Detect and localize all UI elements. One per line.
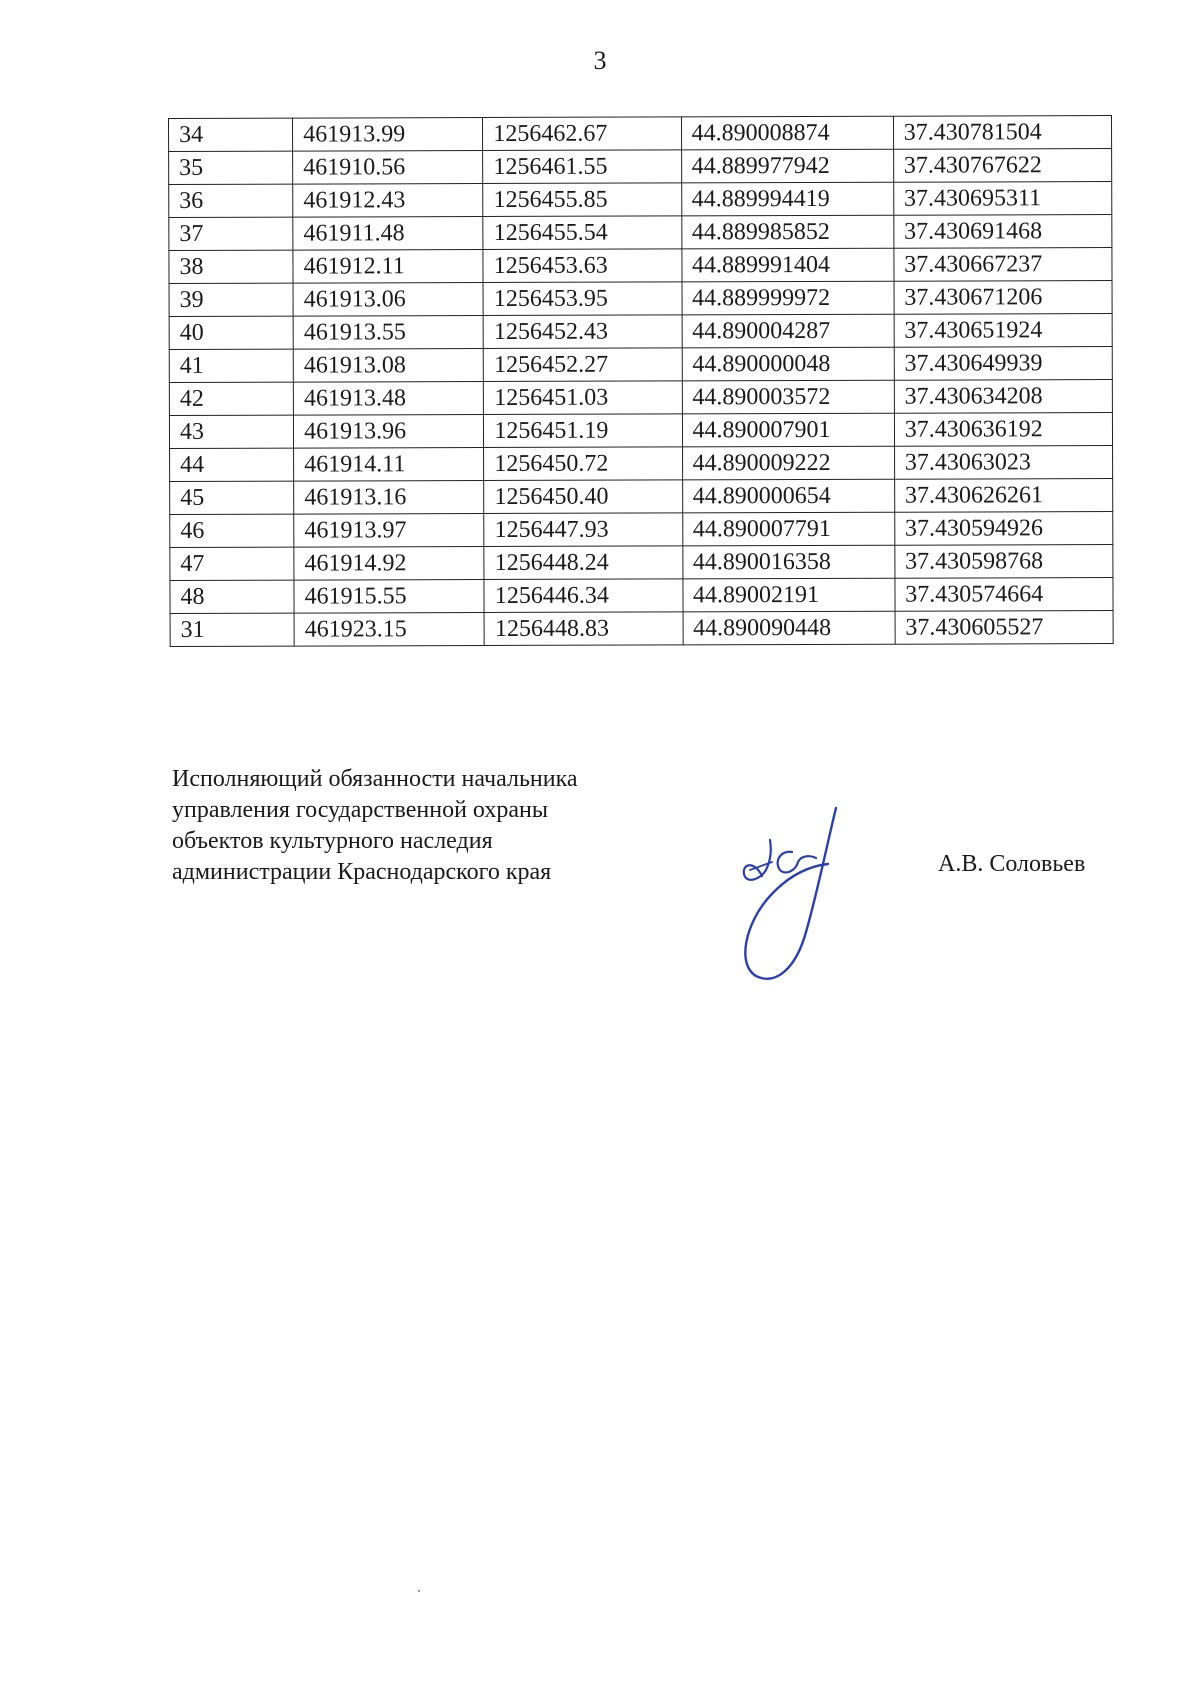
latitude-cell: 44.890004287 [682, 314, 894, 348]
signatory-position-line-4: администрации Краснодарского края [172, 859, 552, 885]
latitude-cell: 44.889994419 [681, 182, 893, 216]
y-coordinate-cell: 1256450.40 [484, 480, 682, 514]
table-row [170, 446, 1113, 482]
longitude-cell: 37.430605527 [895, 611, 1113, 645]
longitude-cell: 37.430667237 [894, 248, 1112, 282]
x-coordinate-cell: 461915.55 [294, 580, 484, 614]
latitude-cell: 44.890000048 [682, 347, 894, 381]
latitude-cell: 44.890007901 [682, 413, 894, 447]
point-number-cell: 44 [170, 448, 294, 481]
table-row [169, 182, 1112, 218]
x-coordinate-cell: 461923.15 [294, 613, 484, 647]
x-coordinate-cell: 461913.08 [293, 349, 483, 383]
y-coordinate-cell: 1256455.85 [483, 183, 681, 217]
longitude-cell: 37.430626261 [894, 479, 1112, 513]
coordinates-table-body [169, 116, 1114, 647]
longitude-cell: 37.430691468 [894, 215, 1112, 249]
longitude-cell: 37.430636192 [894, 413, 1112, 447]
y-coordinate-cell: 1256461.55 [483, 150, 681, 184]
table-row [169, 281, 1112, 317]
x-coordinate-cell: 461912.43 [293, 184, 483, 218]
table-row [170, 512, 1113, 548]
point-number-cell: 38 [169, 250, 293, 283]
table-row [170, 479, 1113, 515]
latitude-cell: 44.890007791 [682, 512, 894, 546]
longitude-cell: 37.430598768 [895, 545, 1113, 579]
latitude-cell: 44.889999972 [682, 281, 894, 315]
x-coordinate-cell: 461913.55 [293, 316, 483, 350]
table-row [170, 545, 1113, 581]
longitude-cell: 37.430649939 [894, 347, 1112, 381]
y-coordinate-cell: 1256452.27 [484, 348, 682, 382]
table-row [169, 347, 1112, 383]
y-coordinate-cell: 1256453.95 [483, 282, 681, 316]
latitude-cell: 44.889977942 [681, 149, 893, 183]
latitude-cell: 44.89002191 [682, 578, 894, 612]
point-number-cell: 40 [169, 316, 293, 349]
point-number-cell: 45 [170, 481, 294, 514]
latitude-cell: 44.890000654 [682, 479, 894, 513]
latitude-cell: 44.890009222 [682, 446, 894, 480]
signatory-position [172, 764, 578, 888]
latitude-cell: 44.890016358 [682, 545, 894, 579]
scan-speck [418, 1590, 420, 1592]
table-row [169, 116, 1112, 152]
y-coordinate-cell: 1256453.63 [483, 249, 681, 283]
signatory-position-line-2: управления государственной охраны [172, 797, 548, 823]
longitude-cell: 37.430781504 [893, 116, 1111, 150]
y-coordinate-cell: 1256450.72 [484, 447, 682, 481]
coordinates-table [168, 115, 1114, 647]
longitude-cell: 37.430594926 [894, 512, 1112, 546]
y-coordinate-cell: 1256462.67 [483, 117, 681, 151]
point-number-cell: 42 [169, 382, 293, 415]
x-coordinate-cell: 461910.56 [293, 151, 483, 185]
point-number-cell: 39 [169, 283, 293, 316]
table-row [169, 149, 1112, 185]
x-coordinate-cell: 461911.48 [293, 217, 483, 251]
point-number-cell: 36 [169, 184, 293, 217]
y-coordinate-cell: 1256448.83 [484, 612, 682, 646]
x-coordinate-cell: 461913.48 [293, 382, 483, 416]
signatory-position-line-3: объектов культурного наследия [172, 828, 493, 854]
y-coordinate-cell: 1256448.24 [484, 546, 682, 580]
y-coordinate-cell: 1256452.43 [483, 315, 681, 349]
table-row [170, 578, 1113, 614]
table-row [169, 380, 1112, 416]
x-coordinate-cell: 461913.16 [294, 481, 484, 515]
x-coordinate-cell: 461913.97 [294, 514, 484, 548]
y-coordinate-cell: 1256447.93 [484, 513, 682, 547]
point-number-cell: 35 [169, 151, 293, 184]
table-row [169, 413, 1112, 449]
table-row [169, 314, 1112, 350]
longitude-cell: 37.430767622 [893, 149, 1111, 183]
x-coordinate-cell: 461914.11 [294, 448, 484, 482]
point-number-cell: 48 [170, 580, 294, 613]
y-coordinate-cell: 1256451.03 [484, 381, 682, 415]
handwritten-signature [732, 800, 872, 990]
point-number-cell: 37 [169, 217, 293, 250]
longitude-cell: 37.430651924 [894, 314, 1112, 348]
latitude-cell: 44.889985852 [681, 215, 893, 249]
table-row [169, 215, 1112, 251]
x-coordinate-cell: 461912.11 [293, 250, 483, 284]
point-number-cell: 34 [169, 118, 293, 151]
table-row [170, 611, 1113, 647]
signatory-position-line-1: Исполняющий обязанности начальника [172, 766, 578, 792]
x-coordinate-cell: 461913.99 [293, 118, 483, 152]
point-number-cell: 41 [169, 349, 293, 382]
longitude-cell: 37.430574664 [895, 578, 1113, 612]
signatory-name: А.В. Соловьев [938, 851, 1086, 877]
x-coordinate-cell: 461913.96 [294, 415, 484, 449]
latitude-cell: 44.890008874 [681, 116, 893, 150]
y-coordinate-cell: 1256455.54 [483, 216, 681, 250]
x-coordinate-cell: 461913.06 [293, 283, 483, 317]
latitude-cell: 44.889991404 [681, 248, 893, 282]
point-number-cell: 31 [170, 613, 294, 646]
page-number: 3 [593, 46, 607, 75]
point-number-cell: 43 [169, 415, 293, 448]
x-coordinate-cell: 461914.92 [294, 547, 484, 581]
longitude-cell: 37.430634208 [894, 380, 1112, 414]
point-number-cell: 47 [170, 547, 294, 580]
longitude-cell: 37.430695311 [893, 182, 1111, 216]
table-row [169, 248, 1112, 284]
longitude-cell: 37.43063023 [894, 446, 1112, 480]
point-number-cell: 46 [170, 514, 294, 547]
latitude-cell: 44.890090448 [683, 611, 895, 645]
latitude-cell: 44.890003572 [682, 380, 894, 414]
y-coordinate-cell: 1256446.34 [484, 579, 682, 613]
longitude-cell: 37.430671206 [894, 281, 1112, 315]
y-coordinate-cell: 1256451.19 [484, 414, 682, 448]
